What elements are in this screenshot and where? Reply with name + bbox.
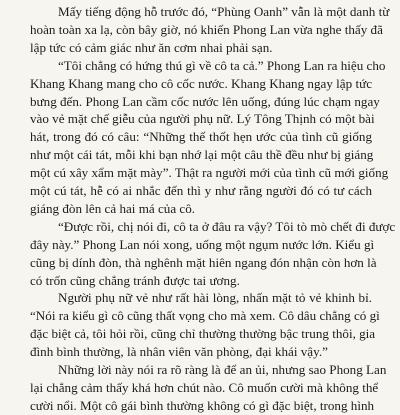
text-line: hoàn toàn xa lạ, còn bây giờ, nó khiến Phong Lan vừa nghe thấy đã [30, 21, 383, 37]
text-line: “Tôi chẳng có hứng thú gì về cô ta cả.” Phong Lan ra hiệu cho [58, 57, 386, 73]
text-line: lập tức có cảm giác như ăn cơm nhai phải sạn. [30, 39, 273, 55]
text-line: “Nói ra kiểu gì cô cũng thất vọng cho mà xem. Cô dâu chẳng có gì [30, 308, 380, 324]
text-line: cười nổi. Một cô gái bình thường không có gì đặc biệt, trong hình [30, 397, 375, 413]
text-line: Khang Khang mang cho cô cốc nước. Khang Khang ngay lập tức [30, 75, 372, 91]
text-line: bưng đến. Phong Lan cầm cốc nước lên uống, đúng lúc chạm ngay [30, 93, 380, 109]
text-line: đây này.” Phong Lan nói xong, uống một ngụm nước lớn. Kiểu gì [30, 236, 375, 252]
text-line: vào vẻ mặt chế giễu của người phụ nữ. Lý Tông Thịnh có một bài [30, 111, 375, 127]
text-line: như một cái tát, mỗi khi bạn nhớ lại một câu thề đều như bị giáng [30, 147, 374, 163]
text-line: hát, trong đó có câu: “Những thế thốt hẹn ước của tình cũ giống [30, 129, 372, 145]
text-line: “Được rồi, chị nói đi, cô ta ở đâu ra vậy? Tôi tò mò chết đi được [58, 218, 396, 234]
text-line: một cú xây xẩm mặt mày”. Thật ra người mới của tình cũ mới giống [30, 165, 389, 181]
text-line: đình bình thường, là nhân viên văn phòng, đại khái vậy.” [30, 344, 328, 360]
text-line: đặc biệt cả, tôi hỏi rồi, cũng chỉ thường thường bậc trung thôi, gia [30, 326, 376, 342]
text-line: Người phụ nữ vẻ như rất hài lòng, nhấn mặt tỏ vẻ khinh bỉ. [58, 290, 372, 306]
text-line: Mấy tiếng động hỗ trước đó, “Phùng Oanh” vẫn là một danh từ [58, 4, 390, 19]
text-line: có trốn cũng chẳng tránh được tai ương. [30, 272, 240, 288]
text-line: một cú tát, hễ có ai nhắc đến thì y như rằng người đó có tư cách [30, 183, 372, 198]
text-line: cũng bị dính đòn, thà nghênh mặt hiên ngang đón nhận còn hơn là [30, 254, 377, 270]
text-line: giáng đòn lên cả hai má của cô. [30, 200, 196, 216]
text-line: lại chẳng cảm thấy khá hơn chút nào. Cô muốn cười mà không thể [30, 379, 379, 395]
text-line: Những lời này nói ra rõ ràng là để an ủi, nhưng sao Phong Lan [58, 362, 387, 377]
